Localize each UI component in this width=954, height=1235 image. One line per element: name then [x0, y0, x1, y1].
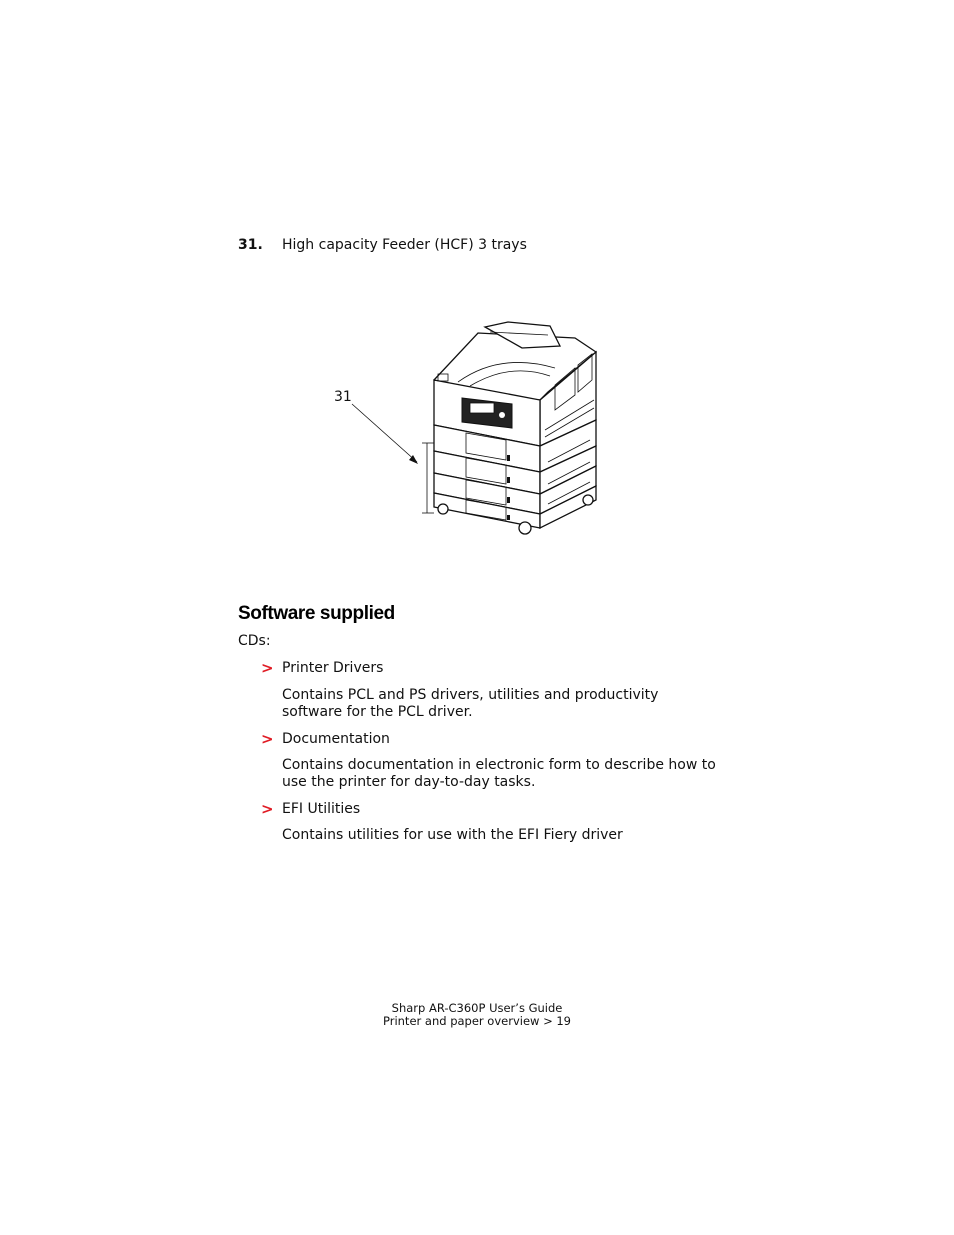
item-label: High capacity Feeder (HCF) 3 trays — [282, 237, 527, 253]
section-intro: CDs: — [238, 633, 271, 649]
item-title-documentation: Documentation — [282, 731, 390, 747]
item-title-printer-drivers: Printer Drivers — [282, 660, 384, 676]
section-heading: Software supplied — [238, 603, 395, 624]
item-desc-efi-utilities — [282, 827, 722, 844]
desc-line: Contains documentation in electronic form to describe how to — [282, 757, 716, 773]
item-number: 31. — [238, 237, 263, 253]
page-footer — [0, 1002, 954, 1028]
item-desc-documentation — [282, 757, 722, 791]
footer-guide-title: Sharp AR-C360P User’s Guide — [391, 1001, 563, 1015]
bullet-icon: > — [261, 659, 274, 677]
item-title-efi-utilities: EFI Utilities — [282, 801, 361, 817]
figure-caption — [238, 237, 527, 253]
desc-line: use the printer for day-to-day tasks. — [282, 774, 536, 790]
desc-line: software for the PCL driver. — [282, 704, 473, 720]
item-desc-printer-drivers — [282, 687, 722, 721]
bullet-icon: > — [261, 730, 274, 748]
desc-line: Contains PCL and PS drivers, utilities and productivity — [282, 687, 659, 703]
footer-page-ref: Printer and paper overview > 19 — [382, 1014, 571, 1028]
bullet-icon: > — [261, 800, 274, 818]
printer-illustration — [330, 315, 610, 545]
desc-line: Contains utilities for use with the EFI Fiery driver — [282, 827, 623, 843]
callout-label: 31 — [334, 389, 352, 405]
